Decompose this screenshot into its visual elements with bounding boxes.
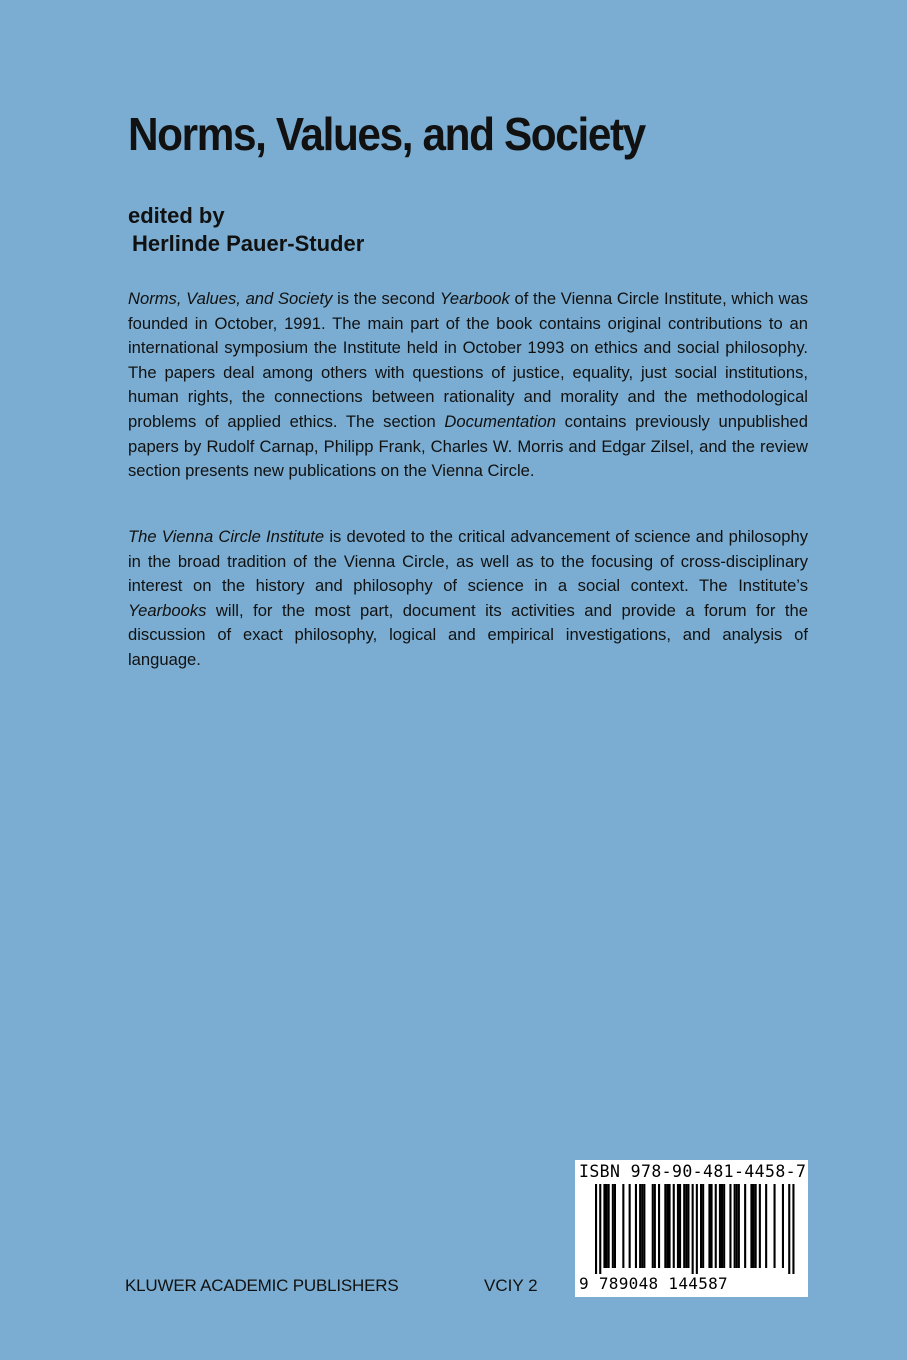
para2-text-1: is devoted to the critical advancement of science and philosophy in the broad tradition of the Vienna Circle, as well as to the focusing of cross-disciplinary interest on the history and philosophy of science in a social context. The Institute’s	[128, 527, 809, 596]
barcode-bar	[612, 1184, 614, 1268]
barcode-bar	[696, 1184, 698, 1274]
barcode-bar	[643, 1184, 645, 1268]
barcode-bar	[603, 1184, 605, 1268]
barcode-bar	[774, 1184, 776, 1268]
barcode-bar	[755, 1184, 757, 1268]
editor-name: Herlinde Pauer-Studer	[132, 231, 365, 256]
barcode-bar	[641, 1184, 643, 1268]
edited-by-label: edited by	[128, 203, 225, 228]
barcode-bar	[765, 1184, 767, 1268]
barcode-bar	[654, 1184, 656, 1268]
barcode-bar	[711, 1184, 713, 1268]
barcode-bar	[734, 1184, 736, 1268]
barcode-bar	[669, 1184, 671, 1268]
barcode-bar	[629, 1184, 631, 1268]
barcode-bar	[750, 1184, 752, 1268]
para1-text-3: contains previously unpublished papers by Rudolf Carnap, Philipp Frank, Charles W. Morris and Edgar Zilsel, and the review section presents new publications on the Vienna Circle.	[128, 411, 809, 481]
isbn-text: ISBN 978-90-481-4458-7	[579, 1162, 807, 1181]
barcode-bar	[759, 1184, 761, 1268]
barcode-bar	[687, 1184, 689, 1268]
barcode-bar	[708, 1184, 710, 1268]
barcode-bar	[744, 1184, 746, 1268]
series-code: VCIY 2	[484, 1276, 538, 1295]
barcode-bar	[622, 1184, 624, 1268]
editor-block	[128, 202, 364, 258]
yearbooks-italic: Yearbooks	[128, 600, 207, 620]
barcode-bar	[666, 1184, 668, 1268]
barcode-bar	[673, 1184, 675, 1268]
barcode-bar	[700, 1184, 702, 1268]
barcode-bar	[606, 1184, 608, 1268]
barcode-bar	[608, 1184, 610, 1268]
publisher-name: KLUWER ACADEMIC PUBLISHERS	[125, 1276, 399, 1295]
barcode-bar	[782, 1184, 784, 1268]
barcode-bar	[664, 1184, 666, 1268]
barcode-bar	[715, 1184, 717, 1268]
barcode-bar	[685, 1184, 687, 1268]
barcode-bar	[639, 1184, 641, 1268]
barcode-bar	[736, 1184, 738, 1268]
barcode-bar	[723, 1184, 725, 1268]
barcode-bar	[729, 1184, 731, 1268]
barcode-bar	[614, 1184, 616, 1268]
barcode-bar	[595, 1184, 597, 1274]
barcode-bar	[683, 1184, 685, 1268]
barcode-bar	[599, 1184, 601, 1274]
barcode-bar	[652, 1184, 654, 1268]
barcode-bars	[575, 1182, 808, 1276]
para1-text-1: is the second	[332, 289, 440, 308]
barcode-bar	[719, 1184, 721, 1268]
barcode-bar	[738, 1184, 740, 1268]
barcode-box	[575, 1160, 808, 1297]
para2-text-2: will, for the most part, document its activities and provide a forum for the discussion of exact philosophy, logical and empirical investigations, and analysis of language.	[128, 600, 808, 669]
yearbook-italic: Yearbook	[439, 289, 510, 308]
barcode-bar	[635, 1184, 637, 1268]
documentation-italic: Documentation	[444, 411, 557, 431]
description-paragraph	[128, 287, 808, 484]
para1-text-2: of the Vienna Circle Institute, which was founded in October, 1991. The main part of the book contains original contributions to an international symposium the Institute held in October 1993 on ethics and social philosophy. The papers deal among others with questions of justice, equality, just social institutions, human rights, the connections between rationality and morality and the methodological problems of applied ethics. The section	[128, 289, 808, 431]
barcode-bar	[692, 1184, 694, 1274]
barcode-bar	[788, 1184, 790, 1274]
barcode-bar	[753, 1184, 755, 1268]
institute-italic: The Vienna Circle Institute	[128, 527, 325, 546]
institute-paragraph	[128, 525, 808, 673]
barcode-bar	[677, 1184, 679, 1268]
barcode-bar	[658, 1184, 660, 1268]
barcode-bar	[702, 1184, 704, 1268]
book-title: Norms, Values, and Society	[128, 108, 645, 160]
barcode-bar	[792, 1184, 794, 1274]
barcode-bar	[721, 1184, 723, 1268]
barcode-bar	[679, 1184, 681, 1268]
barcode-digits: 9 789048 144587	[579, 1274, 728, 1293]
title-italic: Norms, Values, and Society	[128, 289, 333, 308]
